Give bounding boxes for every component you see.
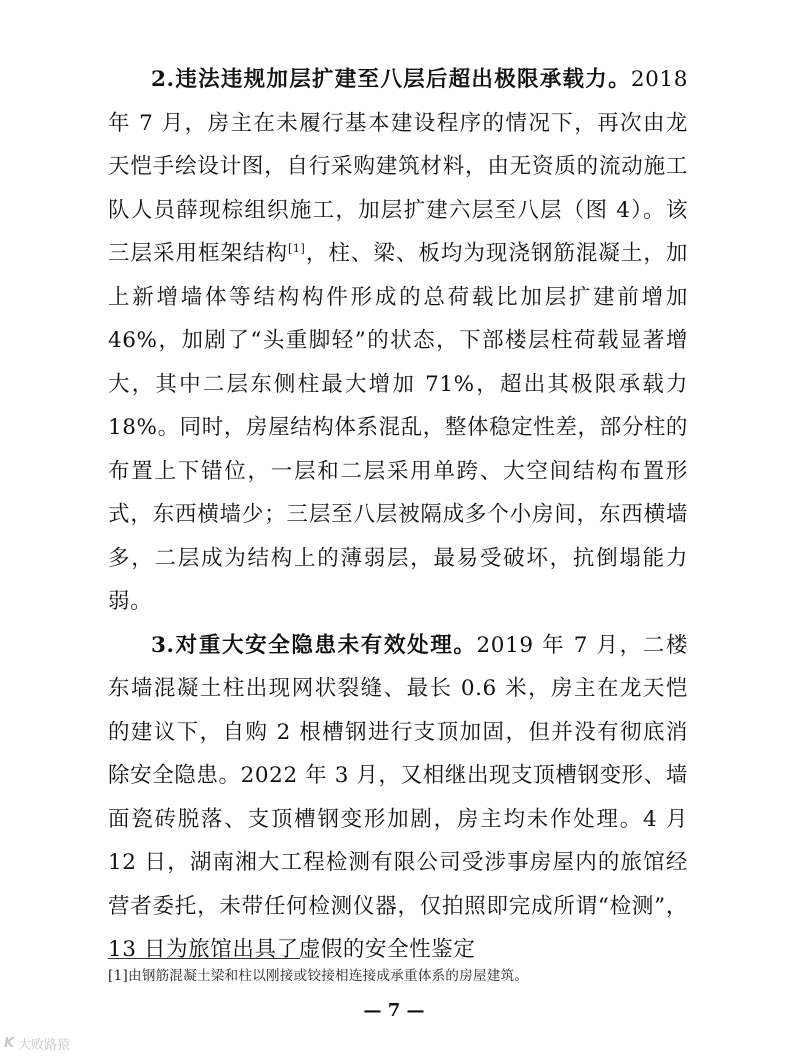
paragraph-2-heading: 2.违法违规加层扩建至八层后超出极限承载力。 <box>151 67 631 92</box>
watermark-text: 大败路猿 <box>18 1038 71 1053</box>
watermark-logo-icon: K <box>4 1036 15 1051</box>
paragraph-3-heading: 3.对重大安全隐患未有效处理。 <box>151 632 477 658</box>
page-number: — 7 — <box>363 1000 425 1021</box>
paragraph-2 <box>108 58 688 624</box>
paragraph-3 <box>108 624 688 972</box>
footnote-divider <box>108 958 300 959</box>
paragraph-2-text: 2018 年 7 月，房主在未履行基本建设程序的情况下，再次由龙天恺手绘设计图，自行采购建筑材料，由无资质的流动施工队人员薛现棕组织施工，加层扩建六层至八层（图 4）。该三层采用框架结构 <box>108 67 688 266</box>
paragraph-3-text: 2019 年 7 月，二楼东墙混凝土柱出现网状裂缝、最长 0.6 米，房主在龙天恺的建议下，自购 2 根槽钢进行支顶加固，但并没有彻底消除安全隐患。2022 年 3 月，又相继出现支顶槽钢变形、墙面瓷砖脱落、支顶槽钢变形加剧，房主均未作处理。4 月 12 日，湖南湘大工程检测有限公司受涉事房屋内的旅馆经营者委托，未带任何检测仪器，仅拍照即完成所谓“检测”，13 日为旅馆出具了虚假的安全性鉴定 <box>108 632 688 962</box>
paragraph-2-text-cont: ，柱、梁、板均为现浇钢筋混凝土，加上新增墙体等结构构件形成的总荷载比加层扩建前增加 46%，加剧了“头重脚轻”的状态，下部楼层柱荷载显著增大，其中二层东侧柱最大增加 71%，超出其极限承载力 18%。同时，房屋结构体系混乱，整体稳定性差，部分柱的布置上下错位，一层和二层采用单跨、大空间结构布置形式，东西横墙少；三层至八层被隔成多个小房间，东西横墙多，二层成为结构上的薄弱层，最易受破坏，抗倒塌能力弱。 <box>108 241 688 614</box>
footnote-reference[interactable]: [1] <box>288 241 306 255</box>
body-text <box>108 58 688 972</box>
footnote: [1]由钢筋混凝土梁和柱以刚接或铰接相连接成承重体系的房屋建筑。 <box>108 968 529 984</box>
watermark <box>4 1034 70 1053</box>
